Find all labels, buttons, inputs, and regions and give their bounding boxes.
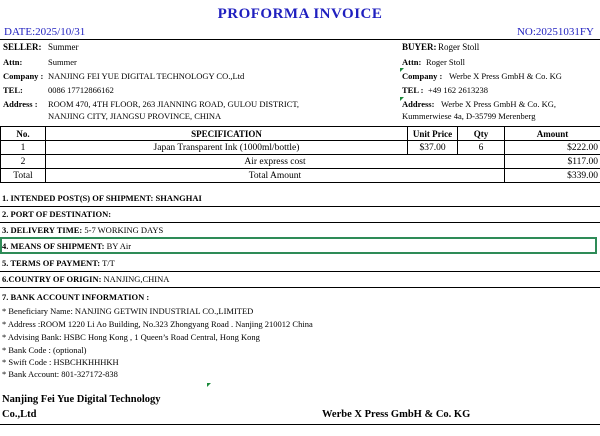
seller-value: Summer xyxy=(48,42,79,52)
cell-comment-marker xyxy=(400,97,404,101)
bank-code: * Bank Code : (optional) xyxy=(2,345,87,355)
row-qty: 6 xyxy=(458,141,505,155)
cell-comment-marker xyxy=(207,383,211,387)
term-5 xyxy=(2,258,115,269)
term-7-label: 7. BANK ACCOUNT INFORMATION : xyxy=(2,292,150,302)
seller-address-line1: ROOM 470, 4TH FLOOR, 263 JIANNING ROAD, GULOU DISTRICT, xyxy=(48,99,300,109)
term-divider xyxy=(0,271,600,272)
term-4 xyxy=(2,241,131,252)
buyer-company-value: Werbe X Press GmbH & Co. KG xyxy=(449,71,562,81)
bottom-border xyxy=(0,424,600,425)
invoice-number: NO:20251031FY xyxy=(516,26,594,38)
cell-comment-marker xyxy=(400,68,404,72)
term-divider xyxy=(0,206,600,207)
header-unit-price: Unit Price xyxy=(408,127,458,141)
row-spec: Japan Transparent Ink (1000ml/bottle) xyxy=(46,141,408,155)
invoice-date: DATE:2025/10/31 xyxy=(4,26,86,38)
buyer-company-label: Company : xyxy=(402,71,443,81)
buyer-address-line2: Kummerwiese 4a, D-35799 Merenberg xyxy=(402,111,536,121)
term-1-label: 1. INTENDED POST(S) OF SHIPMENT: xyxy=(2,193,154,203)
seller-tel-value: 0086 17712866162 xyxy=(48,85,114,95)
buyer-value: Roger Stoll xyxy=(438,42,480,52)
seller-signature-line2: Co.,Ltd xyxy=(2,409,37,420)
term-4-label: 4. MEANS OF SHIPMENT: xyxy=(2,241,105,251)
seller-attn-value: Summer xyxy=(48,57,77,67)
buyer-address-line1: Werbe X Press GmbH & Co. KG, xyxy=(441,99,556,109)
term-divider xyxy=(0,222,600,223)
buyer-attn-value: Roger Stoll xyxy=(426,57,465,67)
bank-advising: * Advising Bank: HSBC Hong Kong , 1 Queen’s Road Central, Hong Kong xyxy=(2,332,260,342)
term-3-label: 3. DELIVERY TIME: xyxy=(2,225,83,235)
term-4-value: BY Air xyxy=(106,241,132,251)
table-total-row xyxy=(1,169,600,183)
seller-company-label: Company : xyxy=(3,71,44,81)
bank-address: * Address :ROOM 1220 Li Ao Building, No.323 Zhongyang Road . Nanjing 210012 China xyxy=(2,319,313,329)
bank-beneficiary: * Beneficiary Name: NANJING GETWIN INDUSTRIAL CO.,LIMITED xyxy=(2,306,254,316)
seller-tel-label: TEL: xyxy=(3,85,23,95)
row-no: 1 xyxy=(1,141,46,155)
total-label: Total xyxy=(1,169,46,183)
table-row xyxy=(1,155,600,169)
buyer-attn-label: Attn: xyxy=(402,57,422,67)
bank-account: * Bank Account: 801-327172-838 xyxy=(2,369,118,379)
buyer-address-label: Address: xyxy=(402,99,435,109)
items-table xyxy=(0,126,600,183)
term-3 xyxy=(2,225,163,236)
buyer-signature: Werbe X Press GmbH & Co. KG xyxy=(322,409,471,420)
invoice-title: PROFORMA INVOICE xyxy=(217,6,383,22)
total-amount-label: Total Amount xyxy=(46,169,505,183)
bank-swift: * Swift Code : HSBCHKHHHKH xyxy=(2,357,119,367)
header-amount: Amount xyxy=(505,127,600,141)
term-divider xyxy=(0,287,600,288)
row-no: 2 xyxy=(1,155,46,169)
seller-label: SELLER: xyxy=(3,42,42,52)
row-amount: $222.00 xyxy=(505,141,600,155)
term-1 xyxy=(2,193,202,204)
seller-address-label: Address : xyxy=(3,99,38,109)
seller-attn-label: Attn: xyxy=(3,57,23,67)
seller-signature-line1: Nanjing Fei Yue Digital Technology xyxy=(2,394,161,405)
header-qty: Qty xyxy=(458,127,505,141)
term-6 xyxy=(2,274,169,285)
seller-company-value: NANJING FEI YUE DIGITAL TECHNOLOGY CO.,Ltd xyxy=(48,71,245,81)
table-row xyxy=(1,141,600,155)
buyer-tel-value: +49 162 2613238 xyxy=(428,85,489,95)
table-header-row xyxy=(1,127,600,141)
header-no: No. xyxy=(1,127,46,141)
term-3-value: 5-7 WORKING DAYS xyxy=(84,225,164,235)
term-6-value: NANJING,CHINA xyxy=(103,274,170,284)
term-6-label: 6.COUNTRY OF ORIGIN: xyxy=(2,274,102,284)
term-1-value: SHANGHAI xyxy=(155,193,202,203)
term-2-label: 2. PORT OF DESTINATION: xyxy=(2,209,112,219)
total-value: $339.00 xyxy=(505,169,600,183)
header-divider xyxy=(0,39,600,40)
row-price: $37.00 xyxy=(408,141,458,155)
term-5-label: 5. TERMS OF PAYMENT: xyxy=(2,258,101,268)
term-5-value: T/T xyxy=(102,258,115,268)
header-specification: SPECIFICATION xyxy=(46,127,408,141)
buyer-label: BUYER: xyxy=(402,42,437,52)
row-spec: Air express cost xyxy=(46,155,505,169)
buyer-tel-label: TEL : xyxy=(402,85,424,95)
seller-address-line2: NANJING CITY, JIANGSU PROVINCE, CHINA xyxy=(48,111,222,121)
row-amount: $117.00 xyxy=(505,155,600,169)
